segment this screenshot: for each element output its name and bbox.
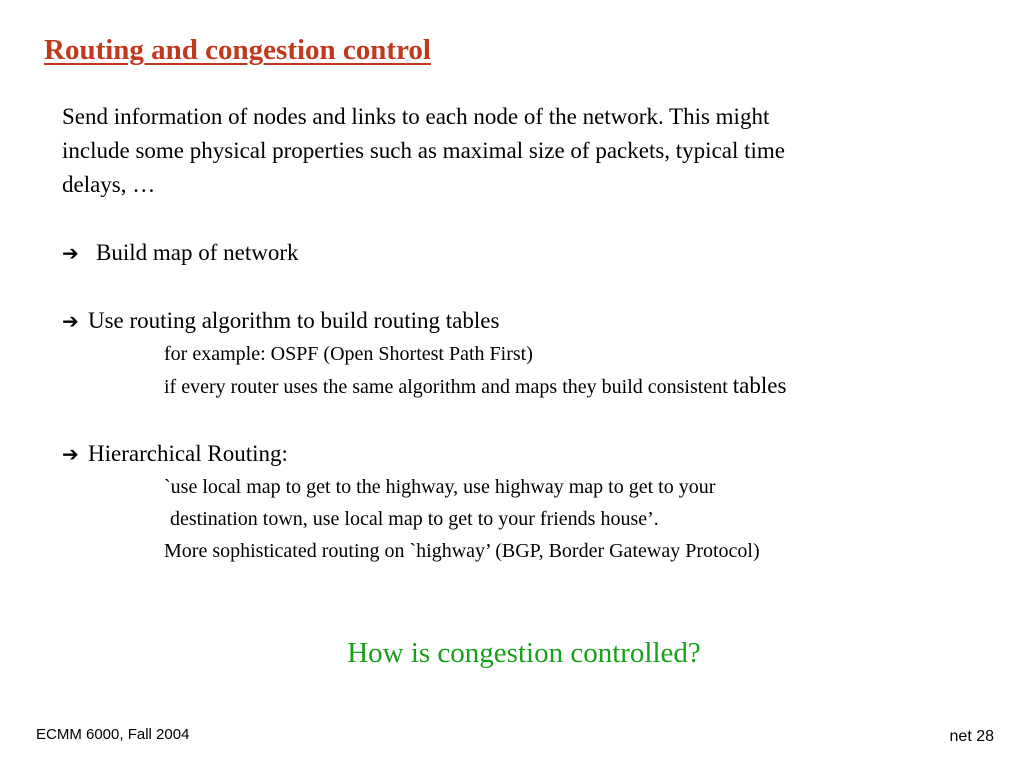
algorithm-consistency-text: if every router uses the same algorithm and maps they build consistent	[164, 376, 733, 398]
congestion-question: How is congestion controlled?	[347, 637, 701, 669]
spacer	[62, 270, 982, 304]
algorithm-consistency-tables: tables	[732, 373, 787, 398]
footer-page-number: net 28	[949, 728, 994, 745]
bullet-hierarchical-routing	[62, 437, 982, 471]
arrow-right-icon: ➔	[62, 241, 79, 265]
hierarchical-quote-line-2: destination town, use local map to get to your friends house’.	[170, 508, 659, 530]
bullet-hierarchical-routing-text: Hierarchical Routing:	[88, 441, 288, 466]
bullet-build-map	[62, 236, 982, 270]
bullet-routing-algorithm	[62, 304, 982, 338]
bullet-build-map-text: Build map of network	[96, 240, 299, 265]
spacer	[62, 202, 982, 236]
algorithm-consistency	[62, 370, 982, 403]
slide-title: Routing and congestion control	[44, 34, 431, 66]
intro-line-1: Send information of nodes and links to each node of the network. This might	[62, 104, 770, 129]
arrow-right-icon: ➔	[62, 442, 79, 466]
footer-course: ECMM 6000, Fall 2004	[36, 726, 190, 743]
slide-body	[62, 100, 982, 567]
algorithm-example: for example: OSPF (Open Shortest Path First)	[164, 343, 533, 365]
hierarchical-bgp-note: More sophisticated routing on `highway’ (BGP, Border Gateway Protocol)	[164, 540, 760, 562]
intro-line-3: delays, …	[62, 172, 156, 197]
arrow-right-icon: ➔	[62, 309, 79, 333]
bullet-routing-algorithm-text: Use routing algorithm to build routing tables	[88, 308, 500, 333]
intro-line-2: include some physical properties such as maximal size of packets, typical time	[62, 138, 786, 163]
hierarchical-quote-line-1: `use local map to get to the highway, use highway map to get to your	[164, 476, 716, 498]
spacer	[62, 403, 982, 437]
